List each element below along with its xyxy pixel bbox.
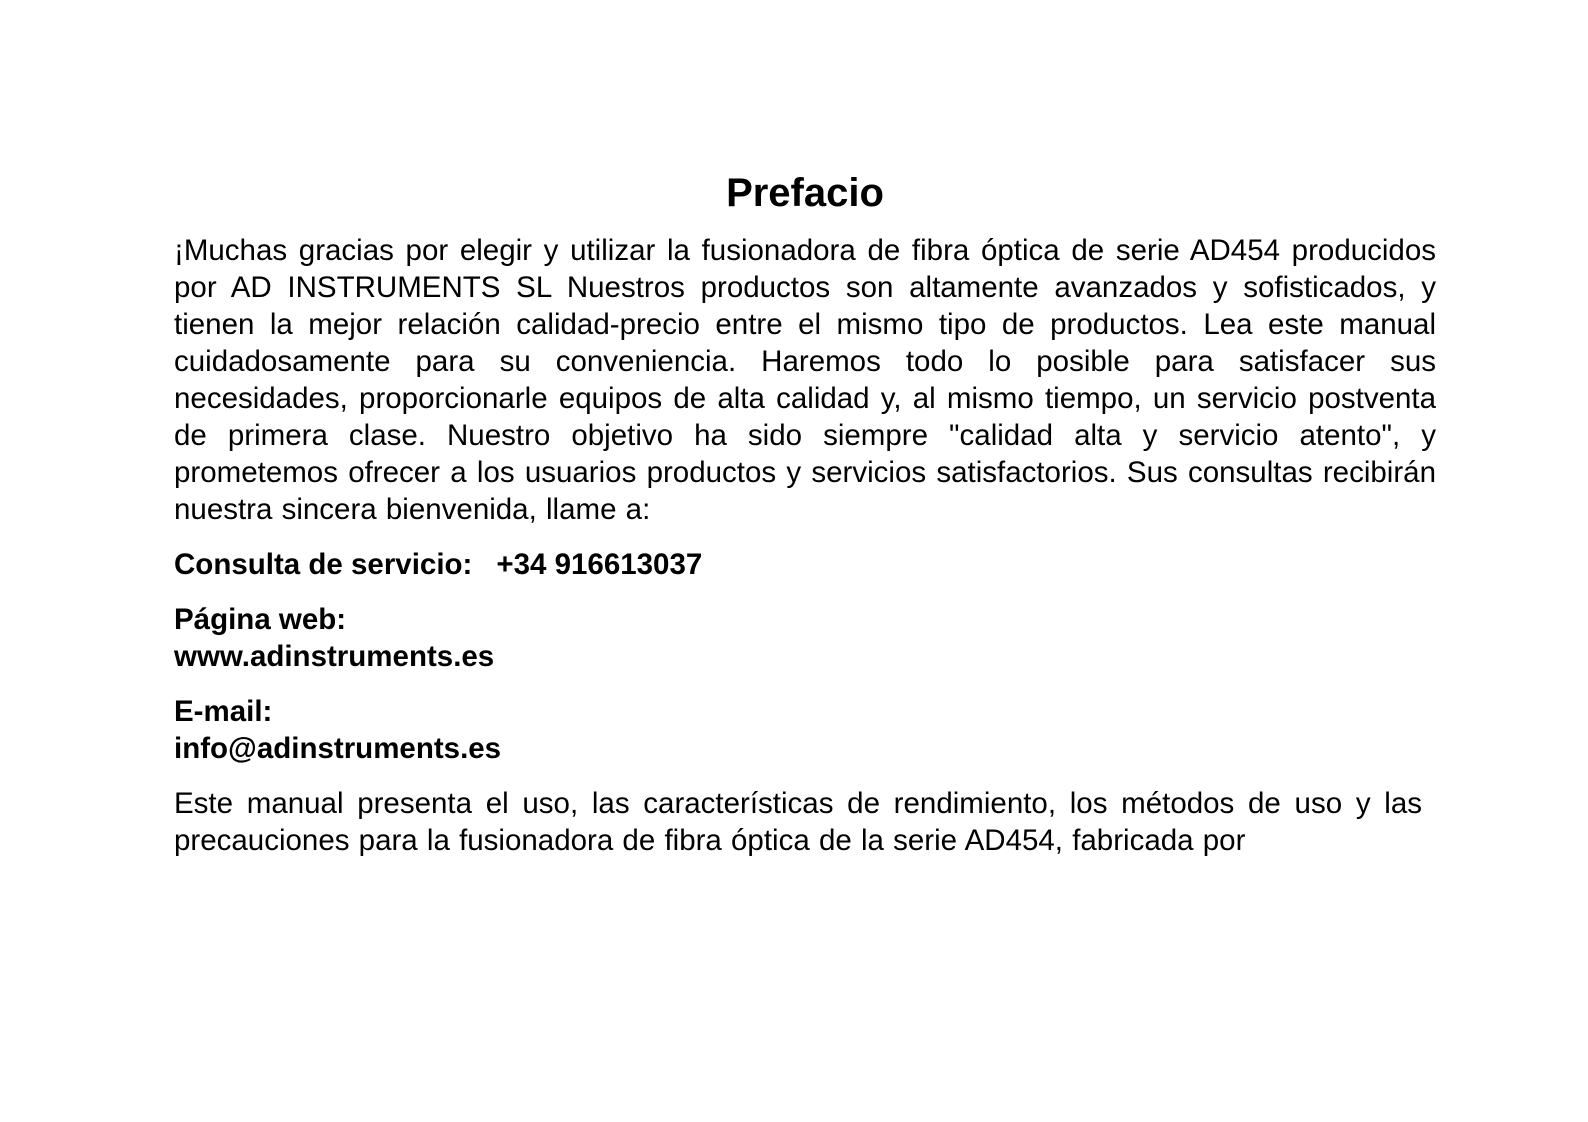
service-label: Consulta de servicio: <box>174 548 473 581</box>
web-value: www.adinstruments.es <box>174 640 495 673</box>
service-contact <box>174 546 1436 583</box>
closing-paragraph: Este manual presenta el uso, las características de rendimiento, los métodos de uso y las precauciones para la fusionadora de fibra óptica de la serie AD454, fabricada por <box>174 787 1422 857</box>
email-value: info@adinstruments.es <box>174 732 502 765</box>
web-label: Página web: <box>174 603 347 636</box>
intro-paragraph: ¡Muchas gracias por elegir y utilizar la fusionadora de fibra óptica de serie AD454 producidos por AD INSTRUMENTS SL Nuestros productos son altamente avanzados y sofisticados, y tienen la mejor relación calidad-precio entre el mismo tipo de productos. Lea este manual cuidadosamente para su conveniencia. Haremos todo lo posible para satisfacer sus necesidades, proporcionarle equipos de alta calidad y, al mismo tiempo, un servicio postventa de primera clase. Nuestro objetivo ha sido siempre "calidad alta y servicio atento", y prometemos ofrecer a los usuarios productos y servicios satisfactorios. Sus consultas recibirán nuestra sincera bienvenida, llame a: <box>174 234 1436 526</box>
email-label: E-mail: <box>174 695 273 728</box>
service-phone: +34 916613037 <box>496 548 703 581</box>
page-title: Prefacio <box>726 171 884 215</box>
service-line <box>174 546 1436 583</box>
email-contact <box>174 693 1436 767</box>
document-page <box>174 170 1436 859</box>
web-contact <box>174 601 1436 675</box>
